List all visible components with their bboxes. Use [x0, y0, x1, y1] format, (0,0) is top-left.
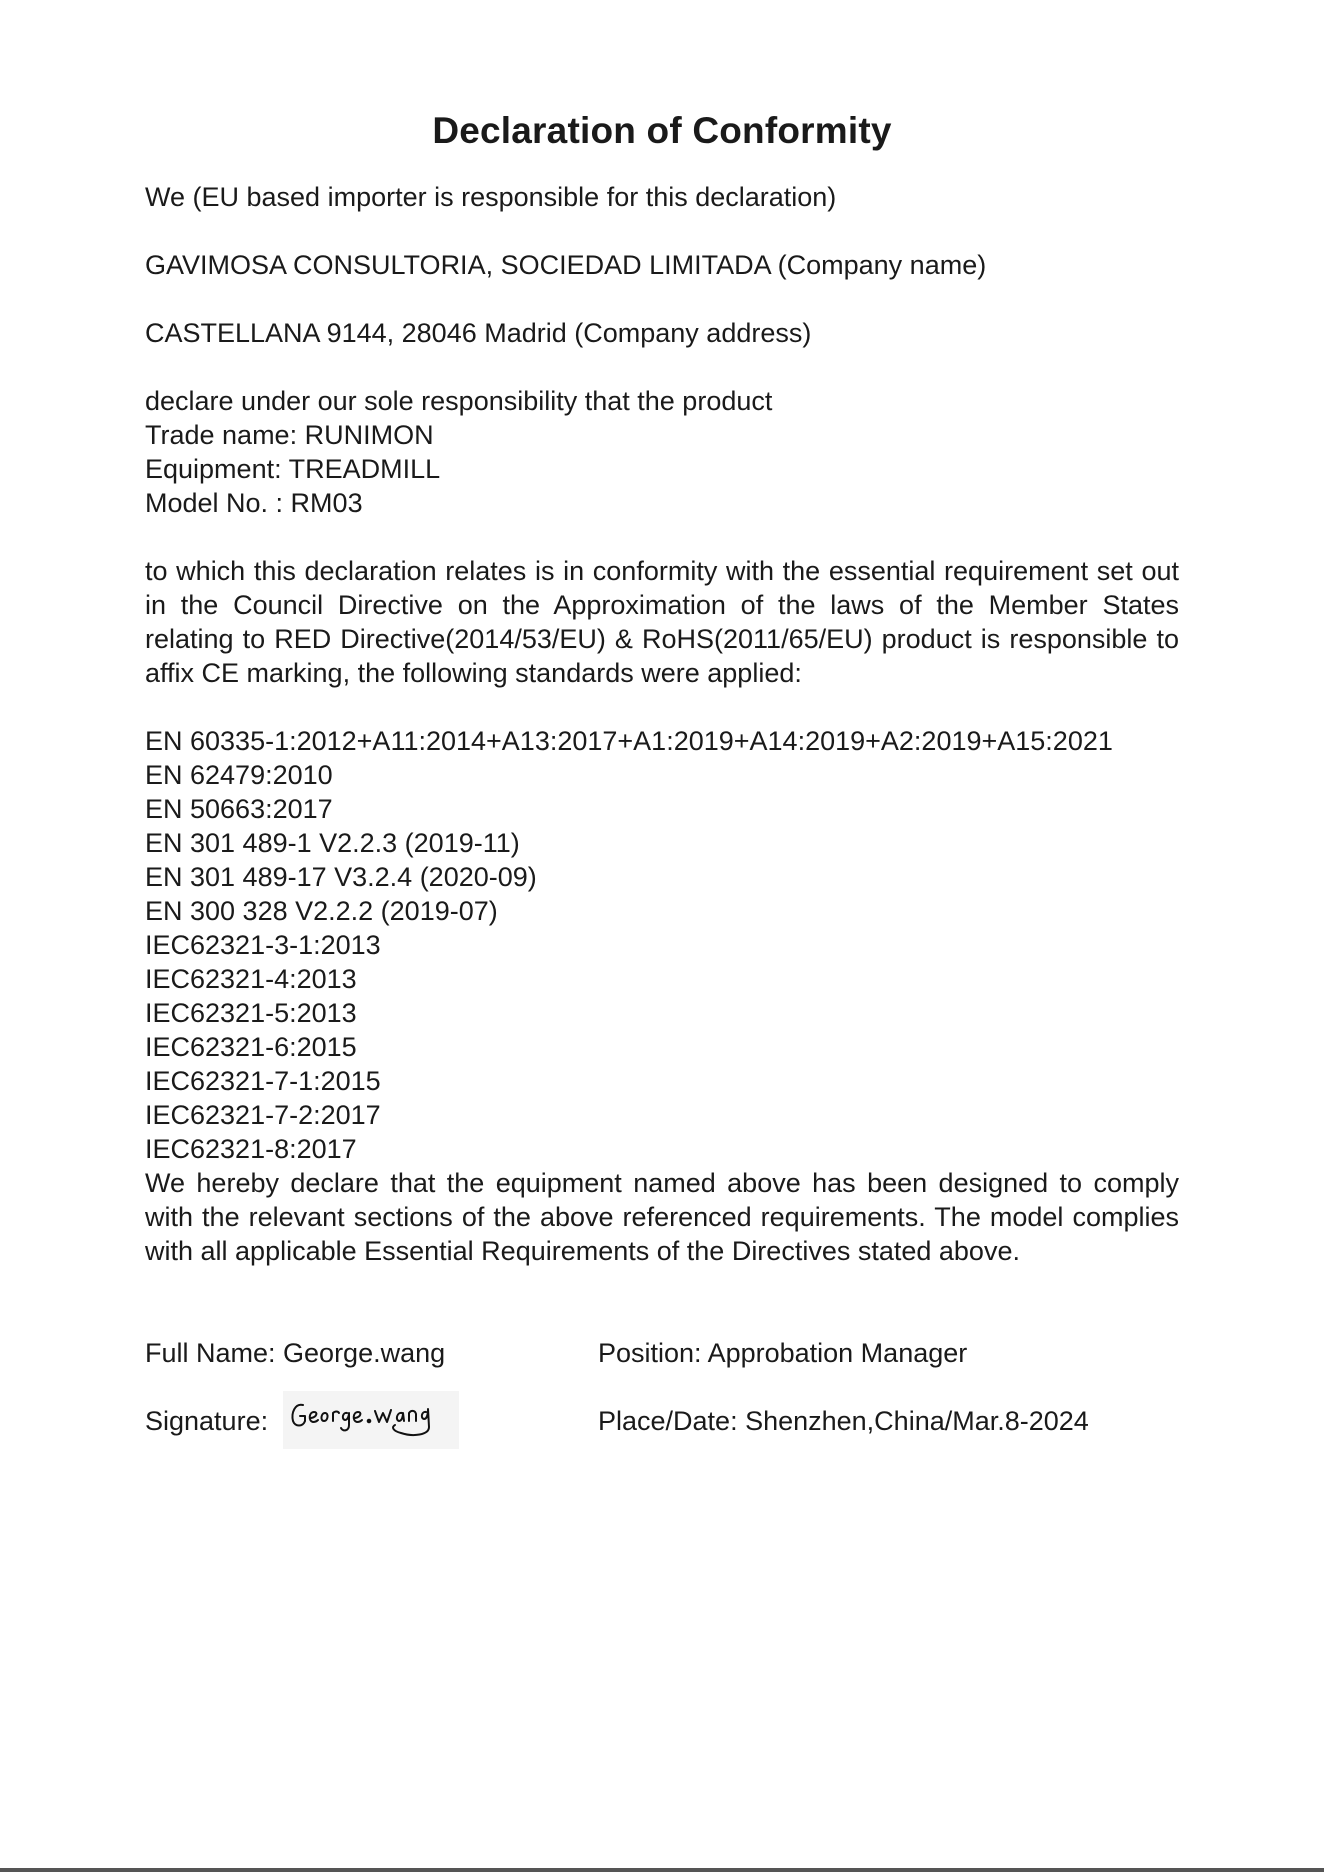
standard-item: EN 300 328 V2.2.2 (2019-07) — [145, 896, 498, 926]
signatory-block — [145, 1336, 1179, 1472]
standard-item: IEC62321-4:2013 — [145, 964, 357, 994]
standard-item: IEC62321-6:2015 — [145, 1032, 357, 1062]
standard-item: IEC62321-7-1:2015 — [145, 1066, 381, 1096]
conformity-statement: to which this declaration relates is in conformity with the essential requirement set out in the Council Directive on the Approximation of the laws of the Member States relating to RED Directive(2014/53/EU) & RoHS(2011/65/EU) product is responsible to affix CE marking, the following standards were applied: — [145, 556, 1179, 688]
signatory-row-signature — [145, 1404, 1179, 1438]
trade-name: Trade name: RUNIMON — [145, 420, 434, 450]
page-bottom-border — [0, 1868, 1324, 1872]
product-details — [145, 384, 1179, 520]
standard-item: IEC62321-7-2:2017 — [145, 1100, 381, 1130]
standard-item: IEC62321-3-1:2013 — [145, 930, 381, 960]
standard-item: EN 301 489-17 V3.2.4 (2020-09) — [145, 862, 537, 892]
handwritten-signature — [283, 1391, 459, 1449]
model-number: Model No. : RM03 — [145, 488, 363, 518]
product-intro: declare under our sole responsibility that the product — [145, 386, 773, 416]
closing-statement: We hereby declare that the equipment named above has been designed to comply with the relevant sections of the above referenced requirements. The model complies with all applicable Essential Requirements of the Directives stated above. — [145, 1168, 1179, 1266]
declaration-body — [145, 180, 1179, 1302]
standards-list — [145, 724, 1179, 1166]
standard-item: EN 62479:2010 — [145, 760, 333, 790]
standard-item: EN 301 489-1 V2.2.3 (2019-11) — [145, 828, 520, 858]
standard-item: EN 50663:2017 — [145, 794, 333, 824]
standard-item: IEC62321-8:2017 — [145, 1134, 357, 1164]
position: Position: Approbation Manager — [598, 1338, 968, 1368]
standard-item: EN 60335-1:2012+A11:2014+A13:2017+A1:2019+A14:2019+A2:2019+A15:2021 — [145, 726, 1113, 756]
company-address: CASTELLANA 9144, 28046 Madrid (Company address) — [145, 318, 812, 348]
standard-item: IEC62321-5:2013 — [145, 998, 357, 1028]
document-title: Declaration of Conformity — [432, 110, 892, 151]
signatory-row-name — [145, 1336, 1179, 1370]
place-date: Place/Date: Shenzhen,China/Mar.8-2024 — [598, 1406, 1089, 1436]
full-name: Full Name: George.wang — [145, 1338, 446, 1368]
equipment-type: Equipment: TREADMILL — [145, 454, 441, 484]
company-name: GAVIMOSA CONSULTORIA, SOCIEDAD LIMITADA (Company name) — [145, 250, 987, 280]
signature-label: Signature: — [145, 1406, 269, 1436]
intro-line: We (EU based importer is responsible for this declaration) — [145, 182, 837, 212]
